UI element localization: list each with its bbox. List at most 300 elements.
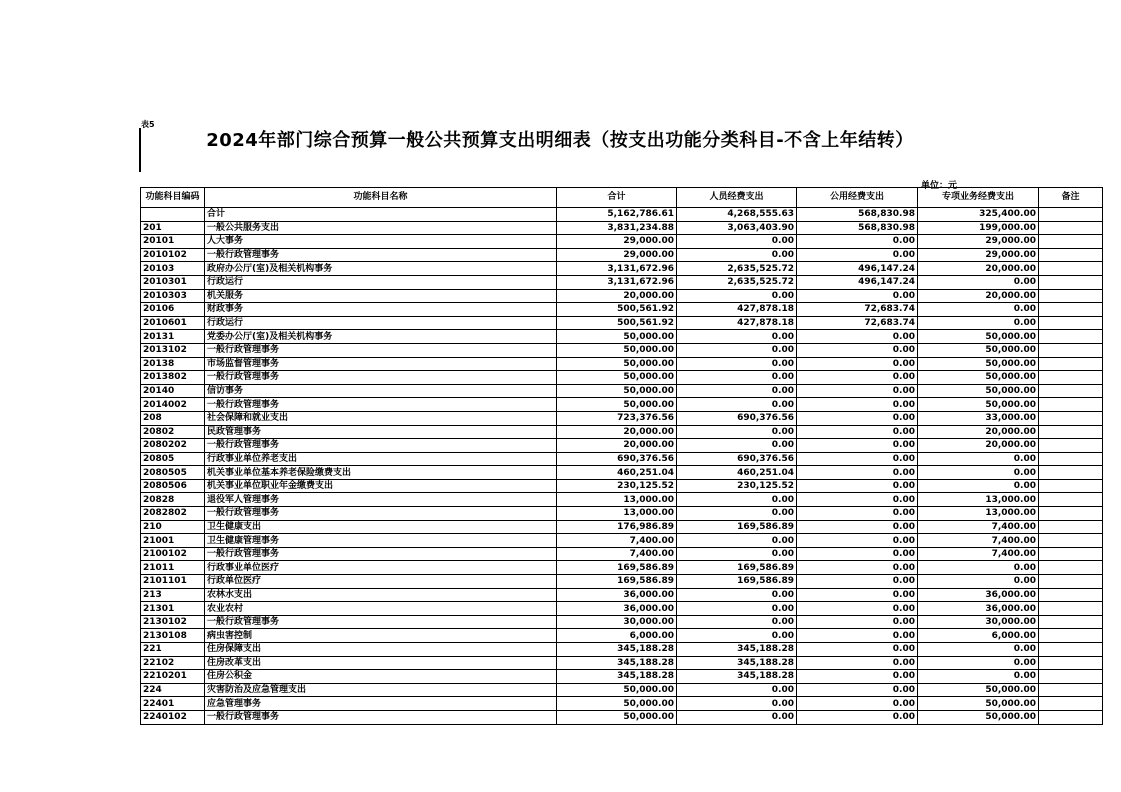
column-header-note: 备注 [1039,188,1103,208]
cell-personnel: 0.00 [677,534,797,548]
cell-special: 29,000.00 [918,248,1039,262]
cell-total: 3,131,672.96 [557,262,677,276]
cell-note [1039,547,1103,561]
cell-total: 500,561.92 [557,316,677,330]
cell-note [1039,466,1103,480]
cell-personnel: 345,188.28 [677,643,797,657]
table-row [141,683,1103,697]
cell-note [1039,575,1103,589]
cell-personnel: 460,251.04 [677,466,797,480]
cell-note [1039,303,1103,317]
cell-code: 2013802 [141,371,205,385]
cell-special: 0.00 [918,316,1039,330]
cell-code: 210 [141,520,205,534]
cell-note [1039,371,1103,385]
cell-personnel: 0.00 [677,439,797,453]
cell-personnel: 0.00 [677,602,797,616]
column-header-public: 公用经费支出 [797,188,918,208]
cell-name: 住房公积金 [205,670,557,684]
cell-total: 50,000.00 [557,683,677,697]
cell-public: 0.00 [797,683,918,697]
cell-special: 50,000.00 [918,371,1039,385]
cell-name: 灾害防治及应急管理支出 [205,683,557,697]
cell-total: 345,188.28 [557,670,677,684]
cell-code: 20101 [141,235,205,249]
cell-public: 0.00 [797,371,918,385]
cell-personnel: 0.00 [677,398,797,412]
cell-name: 一般公共服务支出 [205,221,557,235]
table-row [141,670,1103,684]
cell-code: 2130102 [141,615,205,629]
cell-public: 0.00 [797,330,918,344]
cell-code: 2010601 [141,316,205,330]
cell-name: 行政事业单位养老支出 [205,452,557,466]
cell-note [1039,588,1103,602]
cell-personnel: 0.00 [677,248,797,262]
cell-code: 20140 [141,384,205,398]
cell-total: 7,400.00 [557,547,677,561]
cell-special: 36,000.00 [918,602,1039,616]
table-row [141,289,1103,303]
cell-code: 20106 [141,303,205,317]
cell-name: 人大事务 [205,235,557,249]
cell-total: 3,831,234.88 [557,221,677,235]
table-row [141,588,1103,602]
cell-special: 7,400.00 [918,520,1039,534]
cell-name: 住房保障支出 [205,643,557,657]
cell-code: 2130108 [141,629,205,643]
cell-note [1039,289,1103,303]
cell-personnel: 0.00 [677,507,797,521]
table-row [141,343,1103,357]
cell-total: 50,000.00 [557,330,677,344]
cell-note [1039,615,1103,629]
table-row [141,615,1103,629]
cell-name: 一般行政管理事务 [205,507,557,521]
cell-personnel: 0.00 [677,235,797,249]
cell-note [1039,425,1103,439]
cell-code: 2240102 [141,710,205,724]
table-row [141,697,1103,711]
cell-total: 345,188.28 [557,656,677,670]
cell-code: 2080506 [141,479,205,493]
cell-special: 20,000.00 [918,262,1039,276]
cell-public: 0.00 [797,507,918,521]
cell-personnel: 0.00 [677,493,797,507]
cell-personnel: 0.00 [677,629,797,643]
cell-public: 0.00 [797,466,918,480]
cell-name: 机关事业单位基本养老保险缴费支出 [205,466,557,480]
cell-name: 行政运行 [205,316,557,330]
cell-code [141,208,205,222]
cell-total: 460,251.04 [557,466,677,480]
table-row [141,643,1103,657]
cell-public: 0.00 [797,343,918,357]
table-row [141,303,1103,317]
cell-name: 卫生健康支出 [205,520,557,534]
cell-total: 50,000.00 [557,371,677,385]
cell-personnel: 345,188.28 [677,670,797,684]
cell-public: 0.00 [797,493,918,507]
cell-public: 496,147.24 [797,275,918,289]
cell-name: 一般行政管理事务 [205,547,557,561]
cell-code: 20103 [141,262,205,276]
table-row [141,710,1103,724]
cell-code: 213 [141,588,205,602]
cell-personnel: 0.00 [677,710,797,724]
cell-special: 50,000.00 [918,398,1039,412]
unit-label: 单位：元 [921,181,958,191]
cell-special: 20,000.00 [918,439,1039,453]
cell-code: 2010301 [141,275,205,289]
cell-note [1039,683,1103,697]
cell-note [1039,221,1103,235]
cell-name: 党委办公厅(室)及相关机构事务 [205,330,557,344]
cell-special: 50,000.00 [918,384,1039,398]
cell-public: 0.00 [797,561,918,575]
cell-public: 0.00 [797,411,918,425]
table-row [141,534,1103,548]
cell-special: 0.00 [918,479,1039,493]
table-row [141,602,1103,616]
table-row [141,507,1103,521]
cell-name: 行政单位医疗 [205,575,557,589]
table-row [141,466,1103,480]
cell-public: 0.00 [797,629,918,643]
cell-note [1039,439,1103,453]
cell-note [1039,452,1103,466]
cell-code: 2210201 [141,670,205,684]
cell-total: 13,000.00 [557,507,677,521]
cell-name: 退役军人管理事务 [205,493,557,507]
cell-note [1039,479,1103,493]
cell-special: 36,000.00 [918,588,1039,602]
table-row [141,275,1103,289]
cell-total: 50,000.00 [557,343,677,357]
cell-public: 0.00 [797,575,918,589]
table-row [141,248,1103,262]
cell-personnel: 0.00 [677,343,797,357]
cell-public: 568,830.98 [797,208,918,222]
table-body [141,208,1103,725]
cell-name: 病虫害控制 [205,629,557,643]
cell-note [1039,343,1103,357]
cell-total: 50,000.00 [557,357,677,371]
cell-code: 224 [141,683,205,697]
cell-name: 一般行政管理事务 [205,398,557,412]
cell-special: 0.00 [918,452,1039,466]
cell-name: 行政事业单位医疗 [205,561,557,575]
cell-personnel: 0.00 [677,683,797,697]
cell-name: 信访事务 [205,384,557,398]
cell-code: 20805 [141,452,205,466]
cell-special: 50,000.00 [918,330,1039,344]
cell-special: 0.00 [918,466,1039,480]
table-row [141,452,1103,466]
cell-name: 卫生健康管理事务 [205,534,557,548]
table-header-row [141,188,1103,208]
cell-note [1039,384,1103,398]
table-row [141,547,1103,561]
cell-personnel: 3,063,403.90 [677,221,797,235]
cell-public: 0.00 [797,656,918,670]
cell-total: 6,000.00 [557,629,677,643]
cell-name: 财政事务 [205,303,557,317]
title-left-rule [139,128,141,172]
cell-total: 29,000.00 [557,248,677,262]
column-header-name: 功能科目名称 [205,188,557,208]
cell-special: 13,000.00 [918,493,1039,507]
table-number-label: 表5 [141,120,155,129]
cell-name: 一般行政管理事务 [205,439,557,453]
cell-special: 325,400.00 [918,208,1039,222]
table-row [141,479,1103,493]
cell-special: 6,000.00 [918,629,1039,643]
cell-total: 36,000.00 [557,602,677,616]
cell-public: 0.00 [797,602,918,616]
cell-code: 2100102 [141,547,205,561]
cell-public: 0.00 [797,248,918,262]
table-row [141,235,1103,249]
cell-personnel: 0.00 [677,330,797,344]
table-row [141,629,1103,643]
cell-note [1039,697,1103,711]
cell-special: 50,000.00 [918,357,1039,371]
cell-name: 行政运行 [205,275,557,289]
cell-public: 0.00 [797,547,918,561]
cell-name: 合计 [205,208,557,222]
cell-name: 一般行政管理事务 [205,371,557,385]
table-row [141,439,1103,453]
cell-special: 20,000.00 [918,289,1039,303]
cell-special: 50,000.00 [918,697,1039,711]
cell-personnel: 2,635,525.72 [677,262,797,276]
cell-total: 169,586.89 [557,561,677,575]
cell-personnel: 0.00 [677,615,797,629]
cell-name: 民政管理事务 [205,425,557,439]
table-row [141,208,1103,222]
cell-total: 50,000.00 [557,710,677,724]
cell-total: 20,000.00 [557,289,677,303]
cell-public: 0.00 [797,643,918,657]
table-row [141,561,1103,575]
cell-public: 0.00 [797,452,918,466]
table-row [141,262,1103,276]
cell-special: 7,400.00 [918,547,1039,561]
cell-total: 5,162,786.61 [557,208,677,222]
cell-code: 2082802 [141,507,205,521]
cell-public: 0.00 [797,439,918,453]
cell-public: 72,683.74 [797,316,918,330]
cell-public: 72,683.74 [797,303,918,317]
cell-name: 住房改革支出 [205,656,557,670]
cell-code: 20138 [141,357,205,371]
table-row [141,520,1103,534]
cell-note [1039,643,1103,657]
cell-name: 农林水支出 [205,588,557,602]
cell-personnel: 345,188.28 [677,656,797,670]
cell-name: 一般行政管理事务 [205,248,557,262]
cell-total: 50,000.00 [557,384,677,398]
cell-name: 机关事业单位职业年金缴费支出 [205,479,557,493]
cell-public: 0.00 [797,357,918,371]
cell-note [1039,507,1103,521]
cell-code: 20828 [141,493,205,507]
cell-personnel: 0.00 [677,357,797,371]
budget-table [140,187,1103,725]
cell-special: 50,000.00 [918,683,1039,697]
cell-code: 2010303 [141,289,205,303]
cell-note [1039,656,1103,670]
cell-public: 568,830.98 [797,221,918,235]
cell-code: 2014002 [141,398,205,412]
column-header-special: 专项业务经费支出 [918,188,1039,208]
cell-public: 0.00 [797,384,918,398]
cell-special: 0.00 [918,643,1039,657]
cell-note [1039,235,1103,249]
cell-code: 221 [141,643,205,657]
cell-personnel: 169,586.89 [677,520,797,534]
cell-public: 0.00 [797,710,918,724]
cell-name: 政府办公厅(室)及相关机构事务 [205,262,557,276]
cell-public: 0.00 [797,479,918,493]
cell-public: 0.00 [797,697,918,711]
cell-total: 500,561.92 [557,303,677,317]
cell-note [1039,398,1103,412]
cell-personnel: 0.00 [677,371,797,385]
cell-special: 50,000.00 [918,343,1039,357]
table-row [141,411,1103,425]
table-row [141,316,1103,330]
cell-name: 农业农村 [205,602,557,616]
cell-name: 一般行政管理事务 [205,710,557,724]
cell-note [1039,561,1103,575]
cell-total: 3,131,672.96 [557,275,677,289]
cell-total: 176,986.89 [557,520,677,534]
table-row [141,398,1103,412]
cell-name: 社会保障和就业支出 [205,411,557,425]
cell-special: 0.00 [918,303,1039,317]
cell-note [1039,316,1103,330]
cell-total: 690,376.56 [557,452,677,466]
cell-total: 50,000.00 [557,697,677,711]
cell-special: 0.00 [918,575,1039,589]
cell-personnel: 4,268,555.63 [677,208,797,222]
cell-public: 0.00 [797,534,918,548]
cell-total: 36,000.00 [557,588,677,602]
cell-code: 2101101 [141,575,205,589]
cell-special: 199,000.00 [918,221,1039,235]
cell-special: 0.00 [918,561,1039,575]
cell-special: 13,000.00 [918,507,1039,521]
cell-special: 29,000.00 [918,235,1039,249]
cell-code: 2010102 [141,248,205,262]
cell-note [1039,248,1103,262]
table-row [141,656,1103,670]
cell-code: 21011 [141,561,205,575]
cell-note [1039,710,1103,724]
cell-code: 2080202 [141,439,205,453]
table-row [141,425,1103,439]
cell-special: 7,400.00 [918,534,1039,548]
cell-note [1039,629,1103,643]
cell-total: 345,188.28 [557,643,677,657]
cell-special: 0.00 [918,275,1039,289]
cell-special: 0.00 [918,656,1039,670]
cell-total: 20,000.00 [557,425,677,439]
column-header-personnel: 人员经费支出 [677,188,797,208]
cell-total: 20,000.00 [557,439,677,453]
cell-note [1039,493,1103,507]
cell-note [1039,275,1103,289]
cell-code: 21001 [141,534,205,548]
cell-note [1039,602,1103,616]
cell-special: 33,000.00 [918,411,1039,425]
cell-personnel: 2,635,525.72 [677,275,797,289]
cell-personnel: 690,376.56 [677,452,797,466]
cell-public: 0.00 [797,588,918,602]
cell-name: 市场监督管理事务 [205,357,557,371]
cell-special: 20,000.00 [918,425,1039,439]
cell-name: 一般行政管理事务 [205,615,557,629]
cell-personnel: 427,878.18 [677,316,797,330]
cell-public: 0.00 [797,520,918,534]
cell-total: 169,586.89 [557,575,677,589]
cell-personnel: 0.00 [677,425,797,439]
cell-code: 208 [141,411,205,425]
cell-special: 30,000.00 [918,615,1039,629]
cell-note [1039,534,1103,548]
cell-public: 0.00 [797,615,918,629]
page-title: 2024年部门综合预算一般公共预算支出明细表（按支出功能分类科目-不含上年结转） [206,130,914,151]
cell-note [1039,357,1103,371]
cell-public: 496,147.24 [797,262,918,276]
table-row [141,493,1103,507]
cell-code: 20802 [141,425,205,439]
cell-personnel: 0.00 [677,289,797,303]
cell-note [1039,330,1103,344]
table-row [141,221,1103,235]
column-header-code: 功能科目编码 [141,188,205,208]
cell-personnel: 427,878.18 [677,303,797,317]
cell-special: 0.00 [918,670,1039,684]
table-row [141,575,1103,589]
cell-total: 29,000.00 [557,235,677,249]
cell-total: 50,000.00 [557,398,677,412]
cell-note [1039,670,1103,684]
cell-code: 2080505 [141,466,205,480]
cell-note [1039,208,1103,222]
cell-name: 一般行政管理事务 [205,343,557,357]
table-row [141,330,1103,344]
cell-total: 723,376.56 [557,411,677,425]
cell-personnel: 0.00 [677,697,797,711]
cell-code: 201 [141,221,205,235]
cell-personnel: 169,586.89 [677,561,797,575]
cell-public: 0.00 [797,289,918,303]
cell-personnel: 690,376.56 [677,411,797,425]
cell-code: 2013102 [141,343,205,357]
cell-personnel: 0.00 [677,588,797,602]
cell-note [1039,262,1103,276]
cell-code: 20131 [141,330,205,344]
cell-personnel: 0.00 [677,384,797,398]
cell-public: 0.00 [797,425,918,439]
cell-total: 230,125.52 [557,479,677,493]
cell-total: 13,000.00 [557,493,677,507]
cell-personnel: 0.00 [677,547,797,561]
cell-note [1039,411,1103,425]
